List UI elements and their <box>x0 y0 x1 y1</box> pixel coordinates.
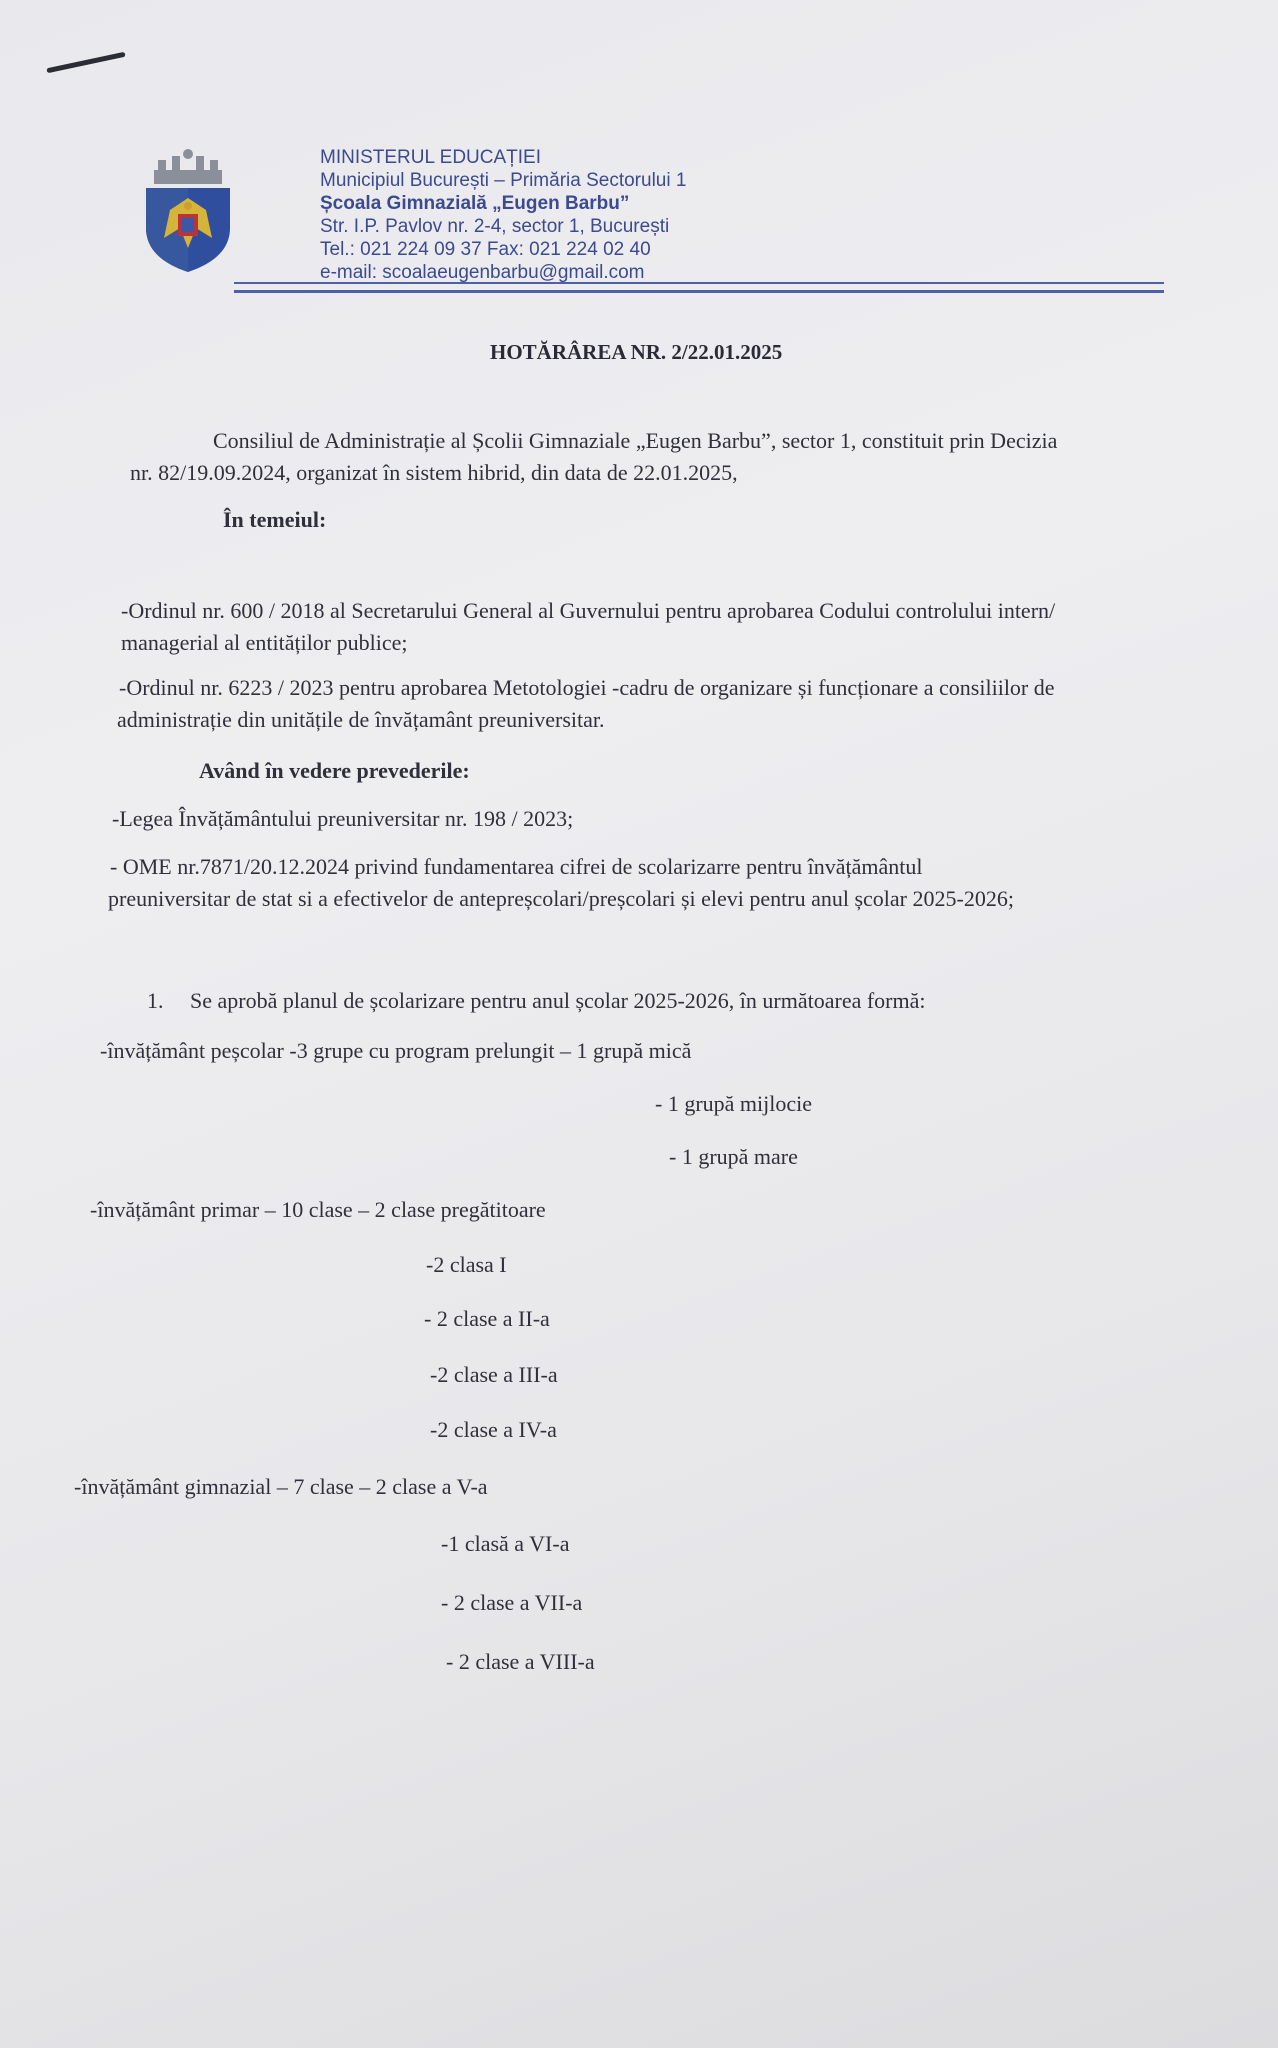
temeiul-item1-line2: managerial al entităților publice; <box>121 630 408 655</box>
temeiul-heading: În temeiul: <box>223 507 327 532</box>
article-1-text: Se aprobă planul de școlarizare pentru anul școlar 2025-2026, în următoarea formă: <box>190 988 926 1013</box>
temeiul-item1-line1: -Ordinul nr. 600 / 2018 al Secretarului General al Guvernului pentru aprobarea Codului controlului intern/ <box>121 598 1056 623</box>
intro-line-2: nr. 82/19.09.2024, organizat în sistem hibrid, din data de 22.01.2025, <box>130 460 738 485</box>
prevederi-heading: Având în vedere prevederile: <box>199 758 470 783</box>
pen-mark <box>46 52 125 74</box>
primar-sub-1: -2 clasa I <box>426 1252 507 1277</box>
intro-line-1: Consiliul de Administrație al Școlii Gimnaziale „Eugen Barbu”, sector 1, constituit prin Decizia <box>213 428 1058 453</box>
municipality-line: Municipiul București – Primăria Sectorului 1 <box>320 170 687 191</box>
ministry-name: MINISTERUL EDUCAȚIEI <box>320 147 541 168</box>
school-address: Str. I.P. Pavlov nr. 2-4, sector 1, București <box>320 216 670 237</box>
primar-line: -învățământ primar – 10 clase – 2 clase pregătitoare <box>90 1197 546 1222</box>
gimnazial-sub-3: - 2 clase a VIII-a <box>446 1649 595 1674</box>
prevederi-item2-line1: - OME nr.7871/20.12.2024 privind fundamentarea cifrei de scolarizarre pentru învățământul <box>110 854 923 879</box>
prevederi-item1: -Legea Învățământului preuniversitar nr. 198 / 2023; <box>112 806 574 831</box>
primar-sub-3: -2 clase a III-a <box>430 1362 558 1387</box>
document-title: HOTĂRÂREA NR. 2/22.01.2025 <box>490 340 783 364</box>
header-divider <box>234 282 1164 293</box>
temeiul-item2-line2: administrație din unitățile de învățamânt preuniversitar. <box>117 707 605 732</box>
primar-sub-2: - 2 clase a II-a <box>424 1306 550 1331</box>
primar-sub-4: -2 clase a IV-a <box>430 1417 557 1442</box>
coat-of-arms-icon <box>140 148 236 274</box>
gimnazial-line: -învățământ gimnazial – 7 clase – 2 clase a V-a <box>74 1474 488 1499</box>
gimnazial-sub-2: - 2 clase a VII-a <box>441 1590 583 1615</box>
school-phone-fax: Tel.: 021 224 09 37 Fax: 021 224 02 40 <box>320 239 651 260</box>
prescolar-line: -învățământ peșcolar -3 grupe cu program prelungit – 1 grupă mică <box>100 1038 692 1063</box>
gimnazial-sub-1: -1 clasă a VI-a <box>441 1531 570 1556</box>
prescolar-sub-2: - 1 grupă mare <box>669 1144 798 1169</box>
school-email: e-mail: scoalaeugenbarbu@gmail.com <box>320 262 645 283</box>
prevederi-item2-line2: preuniversitar de stat si a efectivelor de antepreșcolari/preșcolari și elevi pentru anul școlar 2025-2026; <box>108 886 1014 911</box>
temeiul-item2-line1: -Ordinul nr. 6223 / 2023 pentru aprobarea Metotologiei -cadru de organizare și funcționare a consiliilor de <box>119 675 1055 700</box>
prescolar-sub-1: - 1 grupă mijlocie <box>655 1091 813 1116</box>
school-name: Școala Gimnazială „Eugen Barbu” <box>320 193 630 214</box>
article-1-number: 1. <box>147 988 164 1013</box>
institution-header <box>320 146 686 284</box>
